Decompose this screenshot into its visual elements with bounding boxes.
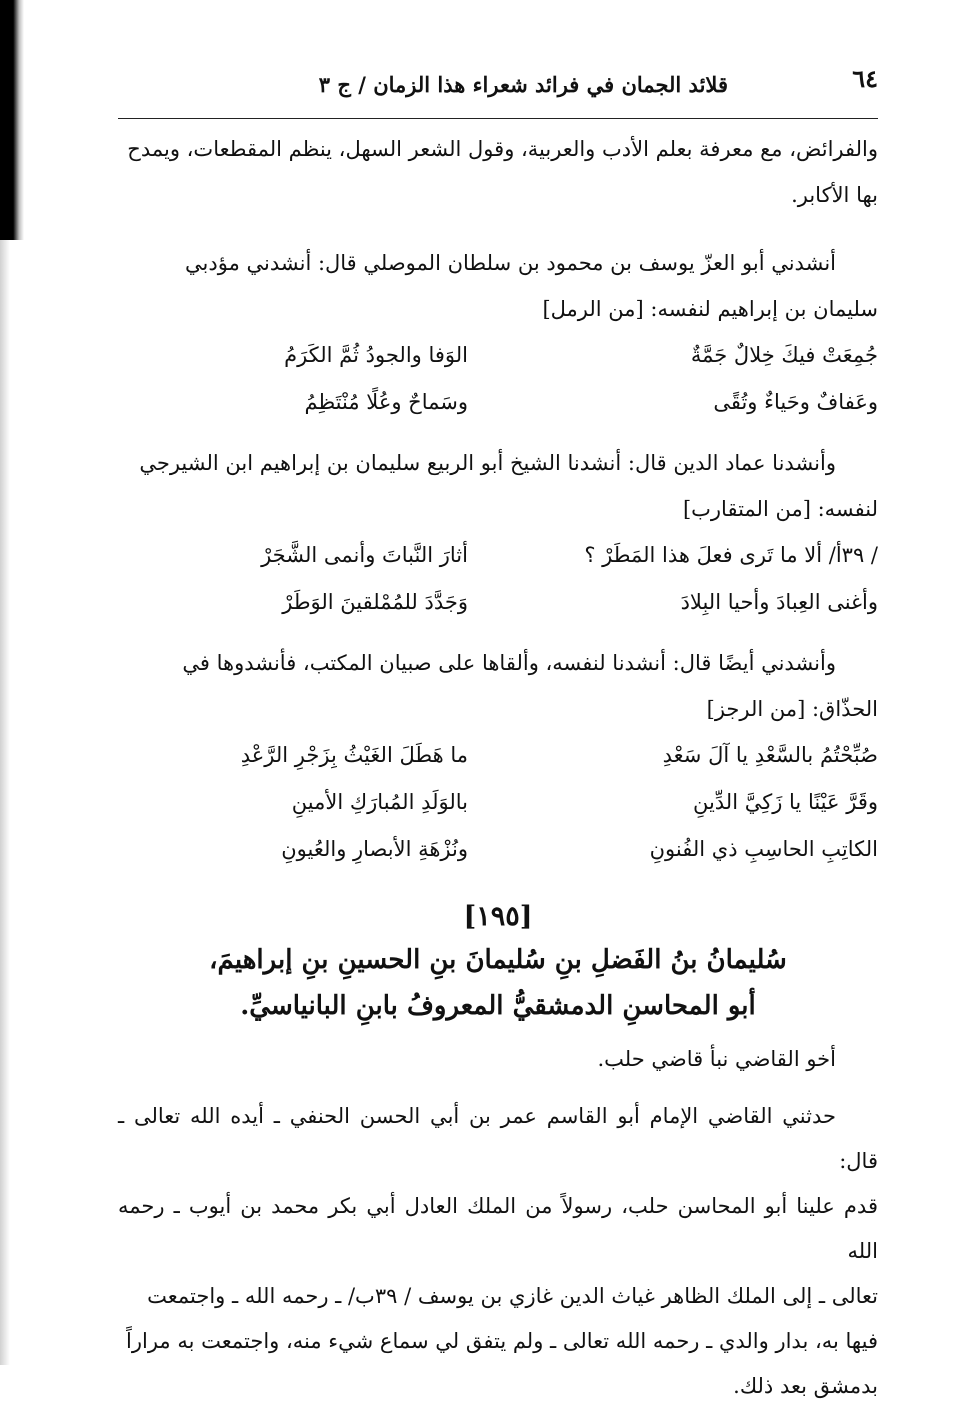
scan-edge-shading <box>0 240 10 1365</box>
section1-line: سليمان بن إبراهيم لنفسه: [من الرمل] <box>542 297 878 321</box>
section3-line: الحذّاق: [من الرجز] <box>706 697 878 721</box>
verse-second-hemistich: الوَفا والجودُ ثُمَّ الكَرَمُ <box>284 343 468 367</box>
verse-first-hemistich: الكاتِبِ الحاسِبِ ذي الفُنونِ <box>649 837 878 861</box>
header-spacer <box>118 112 878 126</box>
verse-second-hemistich: أثارَ النَّباتَ وأنمى الشَّجَرْ <box>261 543 468 567</box>
verse-first-hemistich: جُمِعَتْ فيكَ خِلالٌ جَمَّةٌ <box>690 343 878 367</box>
verse-line <box>118 579 878 626</box>
verse-line <box>118 532 878 579</box>
poem-rajaz <box>118 732 878 873</box>
poem-ramal <box>118 332 878 426</box>
verse-first-hemistich: صُبِّحْتُمُ بالسَّعْدِ يا آلَ سَعْدِ <box>662 743 878 767</box>
biography-line: قدم علينا أبو المحاسن حلب، رسولاً من الملك العادل أبي بكر محمد بن أيوب ـ رحمه الله <box>118 1194 878 1263</box>
header-rule <box>118 118 878 119</box>
verse-second-hemistich: ونُزْهَةِ الأبصارِ والعُيونِ <box>281 837 468 861</box>
verse-line <box>118 732 878 779</box>
verse-first-hemistich: / ٣٩أ/ ألا ما تَرى فعلَ هذا المَطَرْ ؟ <box>584 543 878 567</box>
biography-line: فيها به، بدار والدي ـ رحمه الله تعالى ـ ولم يتفق لي سماع شيء منه، واجتمعت به مراراً <box>126 1329 878 1353</box>
section2-line: وأنشدنا عماد الدين قال: أنشدنا الشيخ أبو الربيع سليمان بن إبراهيم ابن الشيرجي <box>139 451 836 475</box>
biography-number: [١٩٥] <box>463 901 533 932</box>
section3-line: وأنشدني أيضًا قال: أنشدنا لنفسه، وألقاها على صبيان المكتب، فأنشدوها في <box>182 651 836 675</box>
biography-name-line: أبو المحاسنِ الدمشقيُّ المعروفُ بابنِ البانياسيِّ. <box>240 991 756 1021</box>
biography-line: بدمشق بعد ذلك. <box>733 1374 878 1398</box>
intro-line: والفرائض، مع معرفة بعلم الأدب والعربية، وقول الشعر السهل، ينظم المقطعات، ويمدح <box>127 137 878 161</box>
verse-first-hemistich: وقَرَّ عَيْنًا يا زَكِيَّ الدِّينِ <box>692 790 878 814</box>
section3-intro <box>118 640 878 732</box>
verse-line <box>118 379 878 426</box>
verse-second-hemistich: ما هَطَلَ الغَيْثُ بِزَجْرِ الرَّعْدِ <box>240 743 468 767</box>
section2-intro <box>118 440 878 532</box>
book-page <box>118 60 878 1409</box>
biography-line: حدثني القاضي الإمام أبو القاسم عمر بن أبي الحسن الحنفي ـ أيده الله تعالى ـ قال: <box>118 1104 878 1173</box>
page-header <box>118 60 878 112</box>
scan-binding-shadow <box>0 0 24 240</box>
biography-narrative <box>118 1094 878 1409</box>
page-number: ٦٤ <box>852 64 878 93</box>
biography-name-line: سُليمانُ بنُ الفَضلِ بنِ سُليمانَ بنِ الحسينِ بنِ إبراهيمَ، <box>209 945 787 975</box>
running-title: قلائد الجمان في فرائد شعراء هذا الزمان / ج ٣ <box>318 72 728 97</box>
intro-paragraph <box>118 126 878 218</box>
section2-line: لنفسه: [من المتقارب] <box>682 497 878 521</box>
verse-line <box>118 332 878 379</box>
biography-relation: أخو القاضي نبأ قاضي حلب. <box>597 1047 836 1071</box>
verse-line <box>118 779 878 826</box>
section1-line: أنشدني أبو العزّ يوسف بن محمود بن سلطان الموصلي قال: أنشدني مؤدبي <box>185 251 836 275</box>
biography-body <box>118 1037 878 1409</box>
verse-second-hemistich: وَجَدَّدَ للمُمْلقينَ الوَطَرْ <box>282 590 468 614</box>
verse-first-hemistich: وأغنى العِبادَ وأحيا البِلادَ <box>680 590 878 614</box>
verse-second-hemistich: بالوَلَدِ المُبارَكِ الأمينِ <box>291 790 468 814</box>
verse-first-hemistich: وعَفافٌ وحَياءٌ وتُقًى <box>713 390 878 414</box>
verse-line <box>118 826 878 873</box>
poem-mutaqarib <box>118 532 878 626</box>
section1-intro <box>118 240 878 332</box>
intro-line: بها الأكابر. <box>791 183 878 207</box>
biography-line: تعالى ـ إلى الملك الظاهر غياث الدين غازي بن يوسف / ٣٩ب/ ـ رحمه الله ـ واجتمعت <box>147 1284 878 1308</box>
verse-second-hemistich: وسَماحٌ وعُلًا مُنْتَظِمُ <box>304 390 468 414</box>
